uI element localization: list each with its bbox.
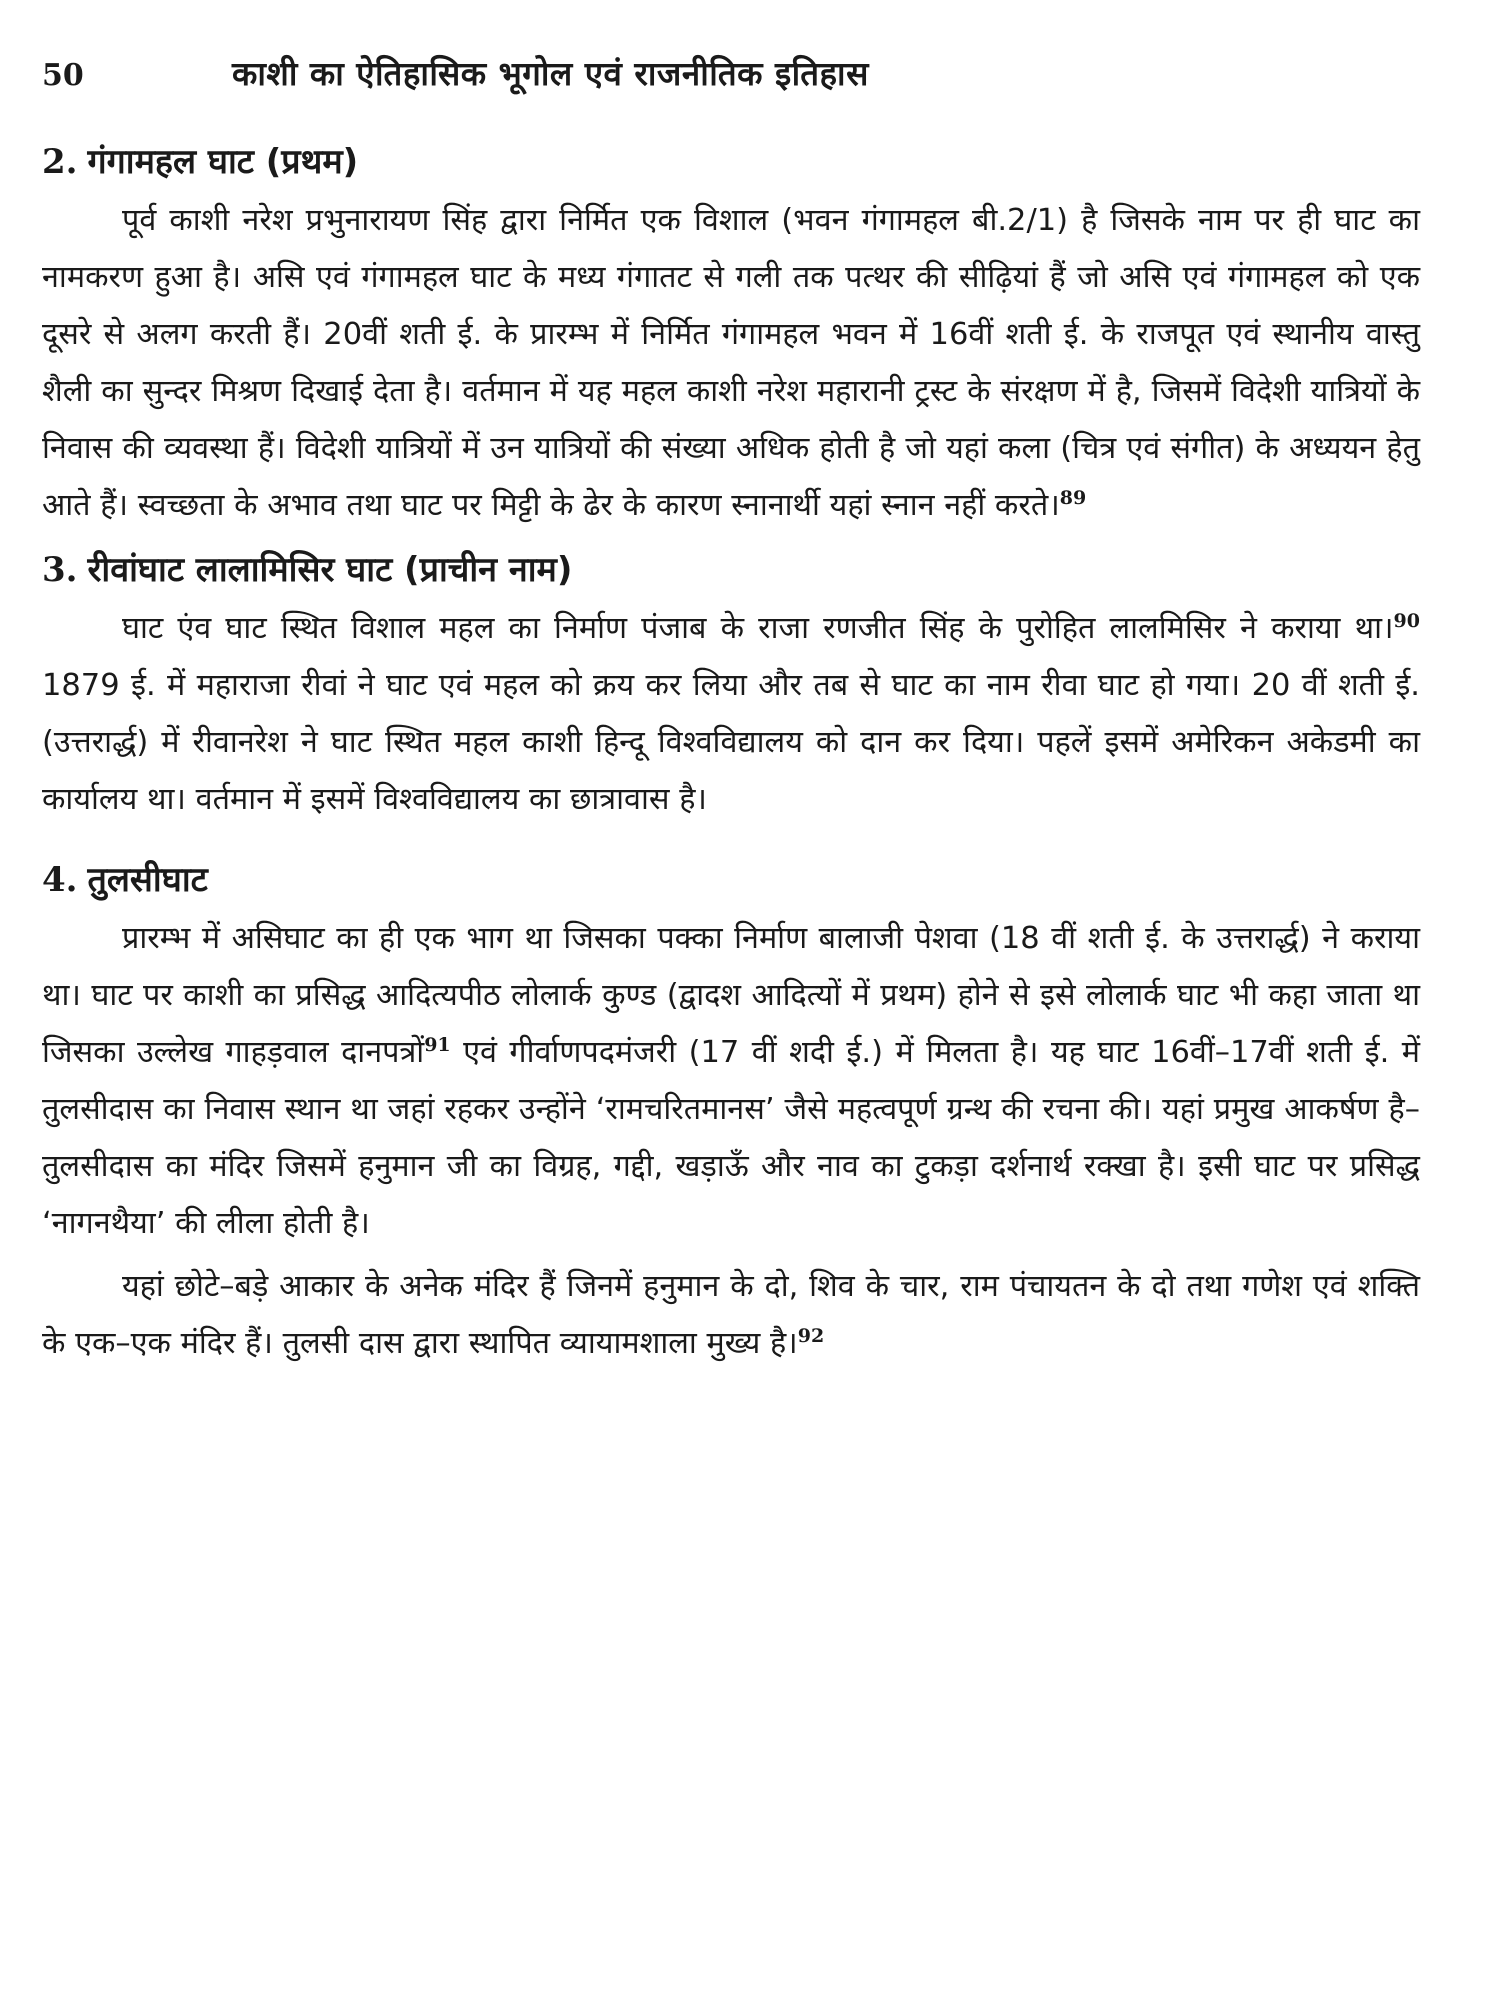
footnote-marker: 91 bbox=[424, 1033, 451, 1056]
paragraph-text-continued: एवं गीर्वाणपदमंजरी (17 वीं शदी ई.) में मिलता है। यह घाट 16वीं–17वीं शती ई. में तुलसीदास का निवास स्थान था जहां रहकर उन्होंने ‘रामचरितमानस’ जैसे महत्वपूर्ण ग्रन्थ की रचना की। यहां प्रमुख आकर्षण है– तुलसीदास का मंदिर जिसमें हनुमान जी का विग्रह, गद्दी, खड़ाऊँ और नाव का टुकड़ा दर्शनार्थ रक्खा है। इसी घाट पर प्रसिद्ध ‘नागनथैया’ की लीला होती है। bbox=[42, 1035, 1421, 1241]
paragraph-tulsi-ghat bbox=[42, 910, 1420, 1252]
section-title: रीवांघाट लालामिसिर घाट (प्राचीन नाम) bbox=[87, 550, 573, 590]
paragraph-text-continued: 1879 ई. में महाराजा रीवां ने घाट एवं महल को क्रय कर लिया और तब से घाट का नाम रीवा घाट हो गया। 20 वीं शती ई. (उत्तरार्द्ध) में रीवानरेश ने घाट स्थित महल काशी हिन्दू विश्वविद्यालय को दान कर दिया। पहलें इसमें अमेरिकन अकेडमी का कार्यालय था। वर्तमान में इसमें विश्वविद्यालय का छात्रावास है। bbox=[42, 668, 1420, 817]
paragraph-text: पूर्व काशी नरेश प्रभुनारायण सिंह द्वारा निर्मित एक विशाल (भवन गंगामहल बी.2/1) है जिसके नाम पर ही घाट का नामकरण हुआ है। असि एवं गंगामहल घाट के मध्य गंगातट से गली तक पत्थर की सीढ़ियां हैं जो असि एवं गंगामहल को एक दूसरे से अलग करती हैं। 20वीं शती ई. के प्रारम्भ में निर्मित गंगामहल भवन में 16वीं शती ई. के राजपूत एवं स्थानीय वास्तु शैली का सुन्दर मिश्रण दिखाई देता है। वर्तमान में यह महल काशी नरेश महारानी ट्रस्ट के संरक्षण में है, जिसमें विदेशी यात्रियों के निवास की व्यवस्था हैं। विदेशी यात्रियों में उन यात्रियों की संख्या अधिक होती है जो यहां कला (चित्र एवं संगीत) के अध्ययन हेतु आते हैं। स्वच्छता के अभाव तथा घाट पर मिट्टी के ढेर के कारण स्नानार्थी यहां स्नान नहीं करते। bbox=[42, 203, 1420, 523]
running-header bbox=[42, 50, 1420, 110]
section-title: तुलसीघाट bbox=[87, 860, 208, 900]
paragraph-text: यहां छोटे–बड़े आकार के अनेक मंदिर हैं जिनमें हनुमान के दो, शिव के चार, राम पंचायतन के दो तथा गणेश एवं शक्ति के एक–एक मंदिर हैं। तुलसी दास द्वारा स्थापित व्यायामशाला मुख्य है। bbox=[42, 1269, 1420, 1361]
paragraph-riwan-ghat bbox=[42, 600, 1420, 828]
section-number: 4. bbox=[42, 860, 78, 900]
section-heading-riwan-ghat bbox=[42, 540, 1420, 600]
section-number: 2. bbox=[42, 142, 78, 182]
paragraph-tulsi-ghat-temples bbox=[42, 1258, 1420, 1372]
page-number: 50 bbox=[42, 58, 84, 93]
footnote-marker: 92 bbox=[797, 1324, 825, 1347]
paragraph-text: घाट एंव घाट स्थित विशाल महल का निर्माण पंजाब के राजा रणजीत सिंह के पुरोहित लालमिसिर ने कराया था। bbox=[122, 611, 1394, 646]
section-heading-tulsi-ghat bbox=[42, 850, 1420, 910]
section-title: गंगामहल घाट (प्रथम) bbox=[87, 142, 359, 182]
section-number: 3. bbox=[42, 550, 78, 590]
paragraph-text: प्रारम्भ में असिघाट का ही एक भाग था जिसका पक्का निर्माण बालाजी पेशवा (18 वीं शती ई. के उत्तरार्द्ध) ने कराया था। घाट पर काशी का प्रसिद्ध आदित्यपीठ लोलार्क कुण्ड (द्वादश आदित्यों में प्रथम) होने से इसे लोलार्क घाट भी कहा जाता था जिसका उल्लेख गाहड़वाल दानपत्रों bbox=[42, 921, 1420, 1070]
paragraph-gangamahal bbox=[42, 192, 1420, 534]
footnote-marker: 89 bbox=[1059, 486, 1087, 509]
footnote-marker: 90 bbox=[1393, 609, 1420, 632]
book-title: काशी का ऐतिहासिक भूगोल एवं राजनीतिक इतिहास bbox=[232, 54, 869, 93]
section-heading-gangamahal bbox=[42, 132, 1420, 192]
